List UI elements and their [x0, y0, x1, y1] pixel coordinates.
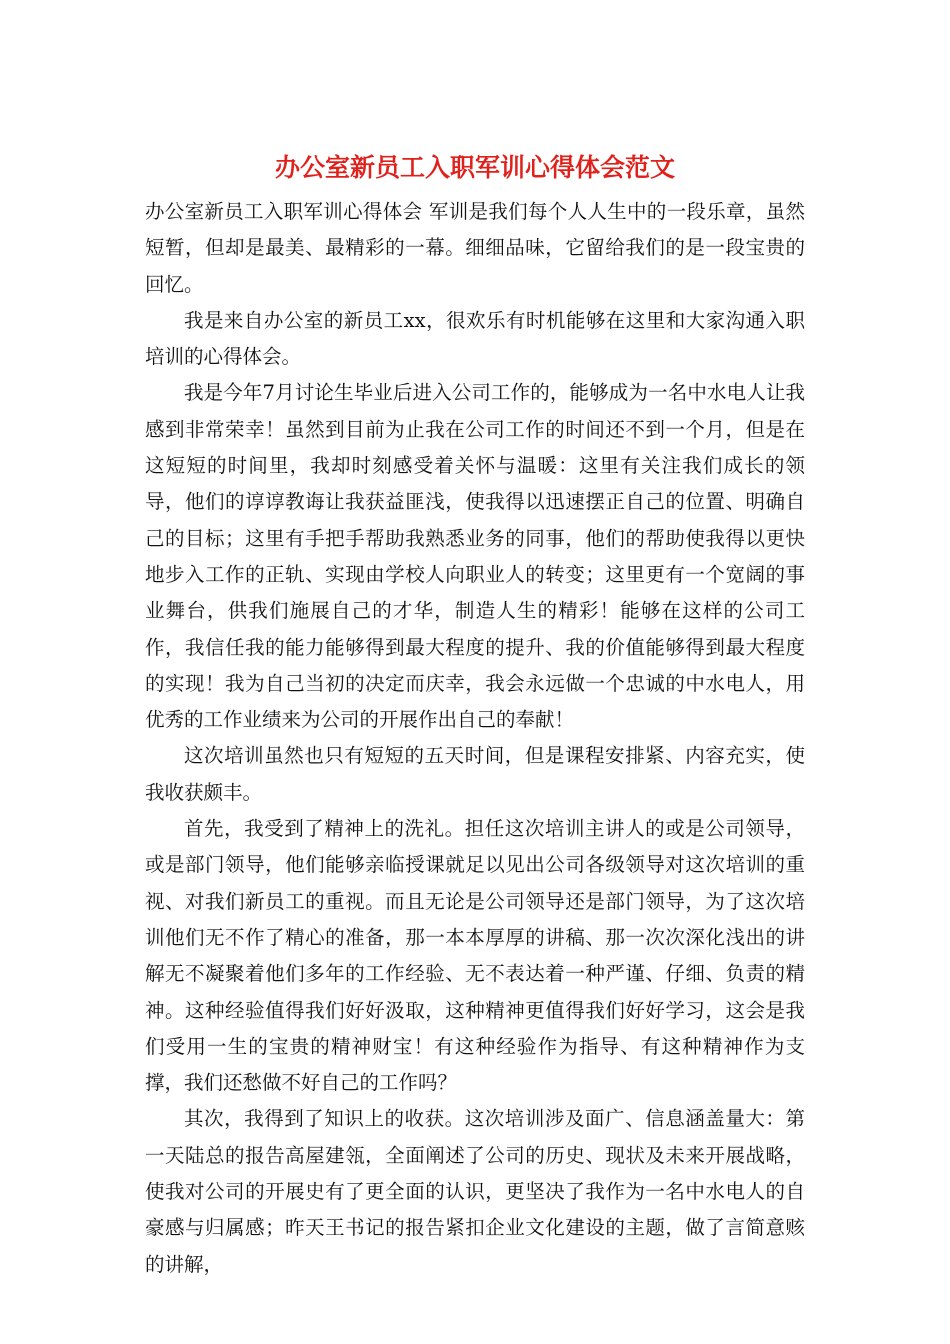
paragraph: 这次培训虽然也只有短短的五天时间，但是课程安排紧、内容充实，使我收获颇丰。: [145, 744, 805, 804]
paragraph: 我是来自办公室的新员工xx，很欢乐有时机能够在这里和大家沟通入职培训的心得体会。: [145, 308, 805, 369]
paragraph: 其次，我得到了知识上的收获。这次培训涉及面广、信息涵盖量大：第一天陆总的报告高屋建瓴，全面阐述了公司的历史、现状及未来开展战略，使我对公司的开展史有了更全面的认识，更坚决了我作为一名中水电人的自豪感与归属感；昨天王书记的报告紧扣企业文化建设的主题，做了言简意赅的讲解，: [145, 1107, 805, 1276]
document-title: 办公室新员工入职军训心得体会范文: [274, 153, 675, 182]
document-body: [145, 194, 805, 1283]
paragraph: 办公室新员工入职军训心得体会 军训是我们每个人人生中的一段乐章，虽然短暂，但却是最美、最精彩的一幕。细细品味，它留给我们的是一段宝贵的回忆。: [145, 200, 805, 296]
paragraph: 首先，我受到了精神上的洗礼。担任这次培训主讲人的或是公司领导，或是部门领导，他们能够亲临授课就足以见出公司各级领导对这次培训的重视、对我们新员工的重视。而且无论是公司领导还是部门领导，为了这次培训他们无不作了精心的准备，那一本本厚厚的讲稿、那一次次深化浅出的讲解无不凝聚着他们多年的工作经验、无不表达着一种严谨、仔细、负责的精神。这种经验值得我们好好汲取，这种精神更值得我们好好学习，这会是我们受用一生的宝贵的精神财宝！有这种经验作为指导、有这种精神作为支撑，我们还愁做不好自己的工作吗？: [145, 817, 805, 1095]
paragraph: 我是今年7月讨论生毕业后进入公司工作的，能够成为一名中水电人让我感到非常荣幸！虽然到目前为止我在公司工作的时间还不到一个月，但是在这短短的时间里，我却时刻感受着关怀与温暖：这里有关注我们成长的领导，他们的谆谆教诲让我获益匪浅，使我得以迅速摆正自己的位置、明确自己的目标；这里有手把手帮助我熟悉业务的同事，他们的帮助使我得以更快地步入工作的正轨、实现由学校人向职业人的转变；这里更有一个宽阔的事业舞台，供我们施展自己的才华，制造人生的精彩！能够在这样的公司工作，我信任我的能力能够得到最大程度的提升、我的价值能够得到最大程度的实现！我为自己当初的决定而庆幸，我会永远做一个忠诚的中水电人，用优秀的工作业绩来为公司的开展作出自己的奉献！: [145, 381, 805, 732]
